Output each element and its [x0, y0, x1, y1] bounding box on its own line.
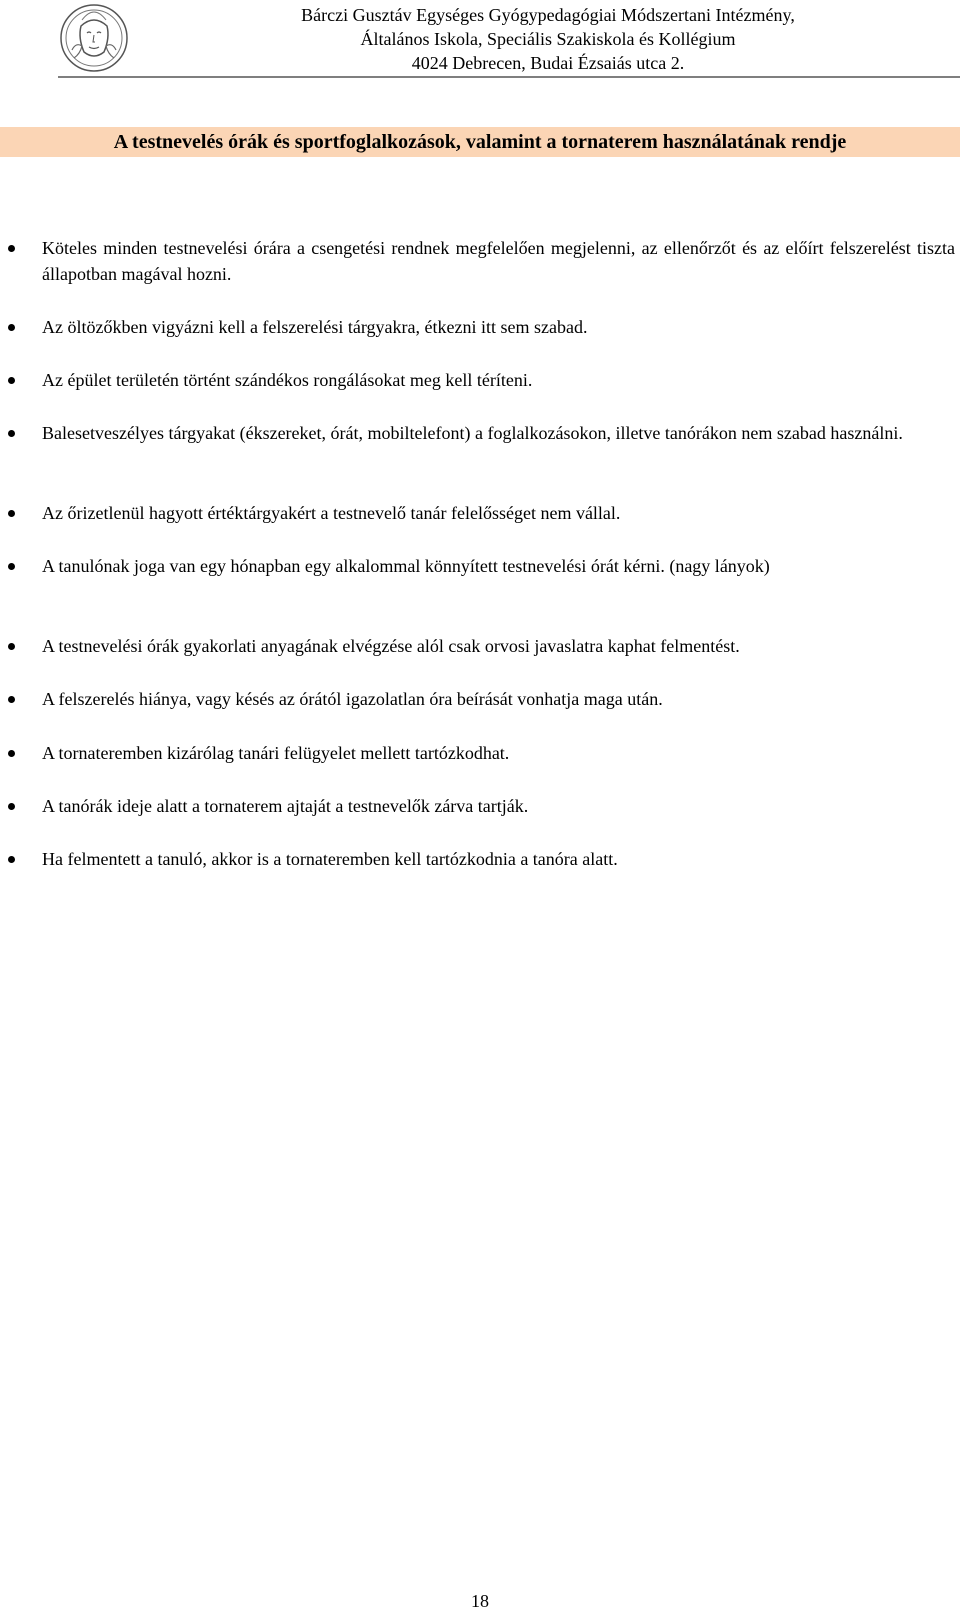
- header-divider: [58, 76, 960, 78]
- header-line-3: 4024 Debrecen, Budai Ézsaiás utca 2.: [411, 53, 685, 73]
- list-item-text: Ha felmentett a tanuló, akkor is a tornateremben kell tartózkodnia a tanóra alatt.: [42, 849, 618, 869]
- list-item-text: A tornateremben kizárólag tanári felügyelet mellett tartózkodhat.: [42, 743, 510, 763]
- bullet-icon: [8, 803, 15, 810]
- bullet-icon: [8, 377, 15, 384]
- page-title: A testnevelés órák és sportfoglalkozások, valamint a tornaterem használatának rendje: [113, 131, 847, 153]
- list-item-text: Köteles minden testnevelési órára a csengetési rendnek megfelelően megjelenni, az ellenőrzőt és az előírt felszerelést tiszta állapotban magával hozni.: [42, 238, 955, 284]
- institution-logo-face-icon: [58, 2, 130, 74]
- bullet-icon: [8, 563, 15, 570]
- list-item-text: A felszerelés hiánya, vagy késés az órától igazolatlan óra beírását vonhatja maga után.: [42, 689, 663, 709]
- bullet-icon: [8, 643, 15, 650]
- bullet-icon: [8, 510, 15, 517]
- list-item-text: Balesetveszélyes tárgyakat (ékszereket, órát, mobiltelefont) a foglalkozásokon, illetve tanórákon nem szabad használni.: [42, 423, 903, 443]
- page-number: 18: [471, 1591, 489, 1611]
- bullet-icon: [8, 324, 15, 331]
- list-item-text: Az öltözőkben vigyázni kell a felszerelési tárgyakra, étkezni itt sem szabad.: [42, 317, 588, 337]
- list-item-text: A testnevelési órák gyakorlati anyagának elvégzése alól csak orvosi javaslatra kaphat felmentést.: [42, 636, 740, 656]
- list-item-text: Az épület területén történt szándékos rongálásokat meg kell téríteni.: [42, 370, 533, 390]
- list-item-text: A tanórák ideje alatt a tornaterem ajtaját a testnevelők zárva tartják.: [42, 796, 529, 816]
- bullet-icon: [8, 245, 15, 252]
- institution-address: [178, 3, 918, 75]
- bullet-icon: [8, 696, 15, 703]
- header-line-1: Bárczi Gusztáv Egységes Gyógypedagógiai Módszertani Intézmény,: [301, 5, 795, 25]
- page-header: [58, 0, 958, 78]
- bullet-icon: [8, 856, 15, 863]
- bullet-icon: [8, 750, 15, 757]
- list-item-text: A tanulónak joga van egy hónapban egy alkalommal könnyített testnevelési órát kérni. (nagy lányok): [42, 556, 770, 576]
- header-line-2: Általános Iskola, Speciális Szakiskola és Kollégium: [360, 29, 736, 49]
- bullet-icon: [8, 430, 15, 437]
- list-item-text: Az őrizetlenül hagyott értéktárgyakért a testnevelő tanár felelősséget nem vállal.: [42, 503, 621, 523]
